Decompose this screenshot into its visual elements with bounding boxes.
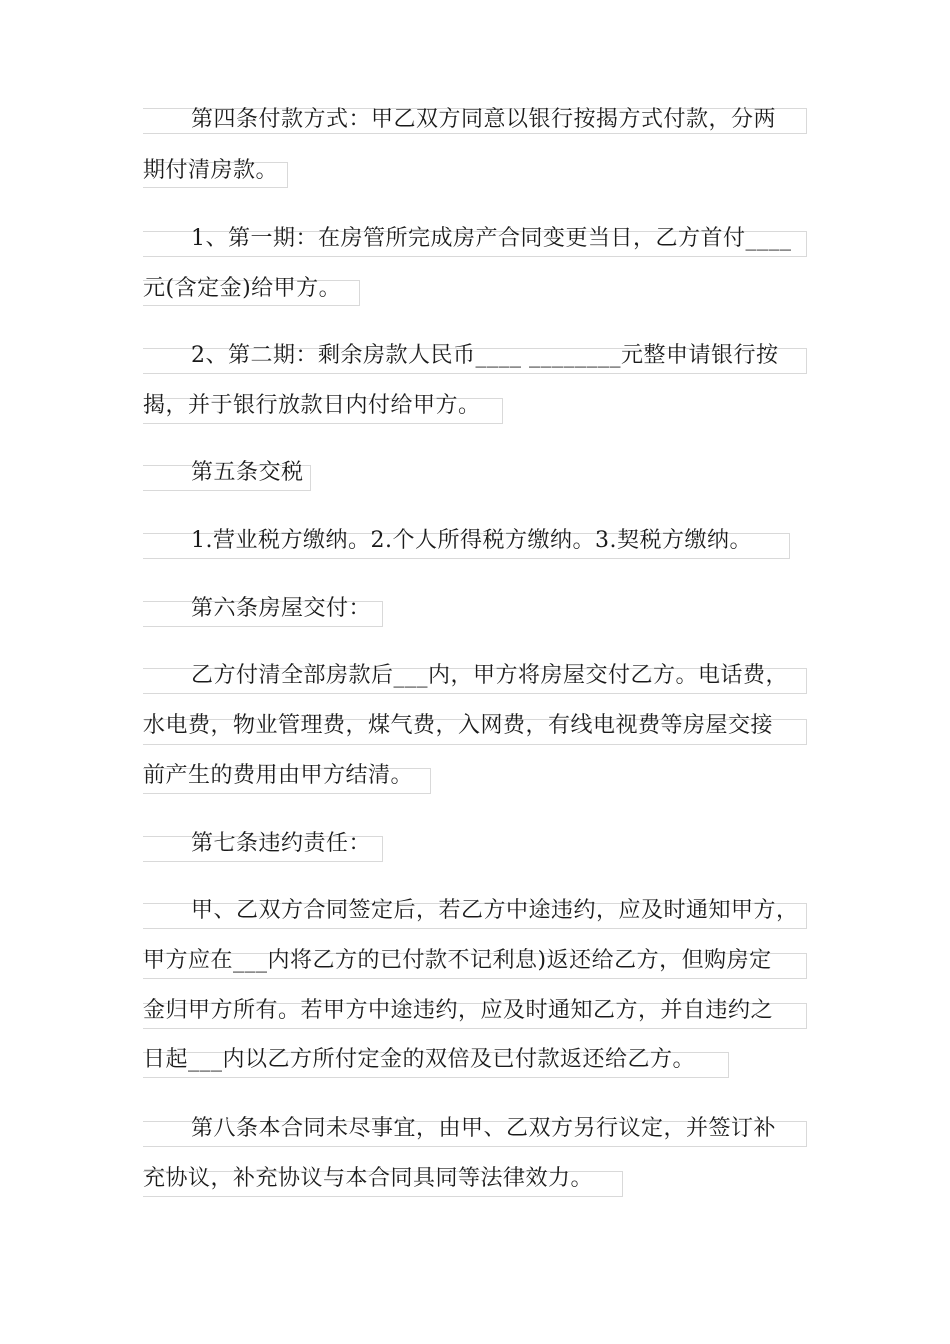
paragraph-line: 第四条付款方式：甲乙双方同意以银行按揭方式付款，分两 bbox=[191, 107, 777, 132]
paragraph-line: 充协议，补充协议与本合同具同等法律效力。 bbox=[143, 1166, 594, 1191]
paragraph-line: 日起___内以乙方所付定金的双倍及已付款返还给乙方。 bbox=[143, 1047, 696, 1072]
paragraph-line: 元(含定金)给甲方。 bbox=[143, 276, 342, 301]
paragraph-line: 第八条本合同未尽事宜，由甲、乙双方另行议定，并签订补 bbox=[191, 1116, 777, 1141]
paragraph-line: 水电费，物业管理费，煤气费，入网费，有线电视费等房屋交接 bbox=[143, 713, 774, 738]
paragraph-line: 期付清房款。 bbox=[143, 158, 279, 183]
paragraph-line: 金归甲方所有。若甲方中途违约，应及时通知乙方，并自违约之 bbox=[143, 998, 774, 1023]
section-heading: 第五条交税 bbox=[191, 460, 304, 485]
paragraph-line: 前产生的费用由甲方结清。 bbox=[143, 763, 414, 788]
paragraph-line: 2、第二期：剩余房款人民币____ ________元整申请银行按 bbox=[191, 343, 779, 368]
paragraph-line: 1.营业税方缴纳。2.个人所得税方缴纳。3.契税方缴纳。 bbox=[191, 528, 752, 553]
section-heading: 第六条房屋交付： bbox=[191, 596, 372, 621]
paragraph-line: 揭，并于银行放款日内付给甲方。 bbox=[143, 393, 481, 418]
paragraph-line: 甲、乙双方合同签定后，若乙方中途违约，应及时通知甲方， bbox=[191, 898, 799, 923]
section-heading: 第七条违约责任： bbox=[191, 831, 372, 856]
paragraph-line: 1、第一期：在房管所完成房产合同变更当日，乙方首付____ bbox=[191, 226, 792, 251]
paragraph-line: 甲方应在___内将乙方的已付款不记利息)返还给乙方，但购房定 bbox=[143, 948, 772, 973]
paragraph-line: 乙方付清全部房款后___内，甲方将房屋交付乙方。电话费， bbox=[191, 663, 789, 688]
